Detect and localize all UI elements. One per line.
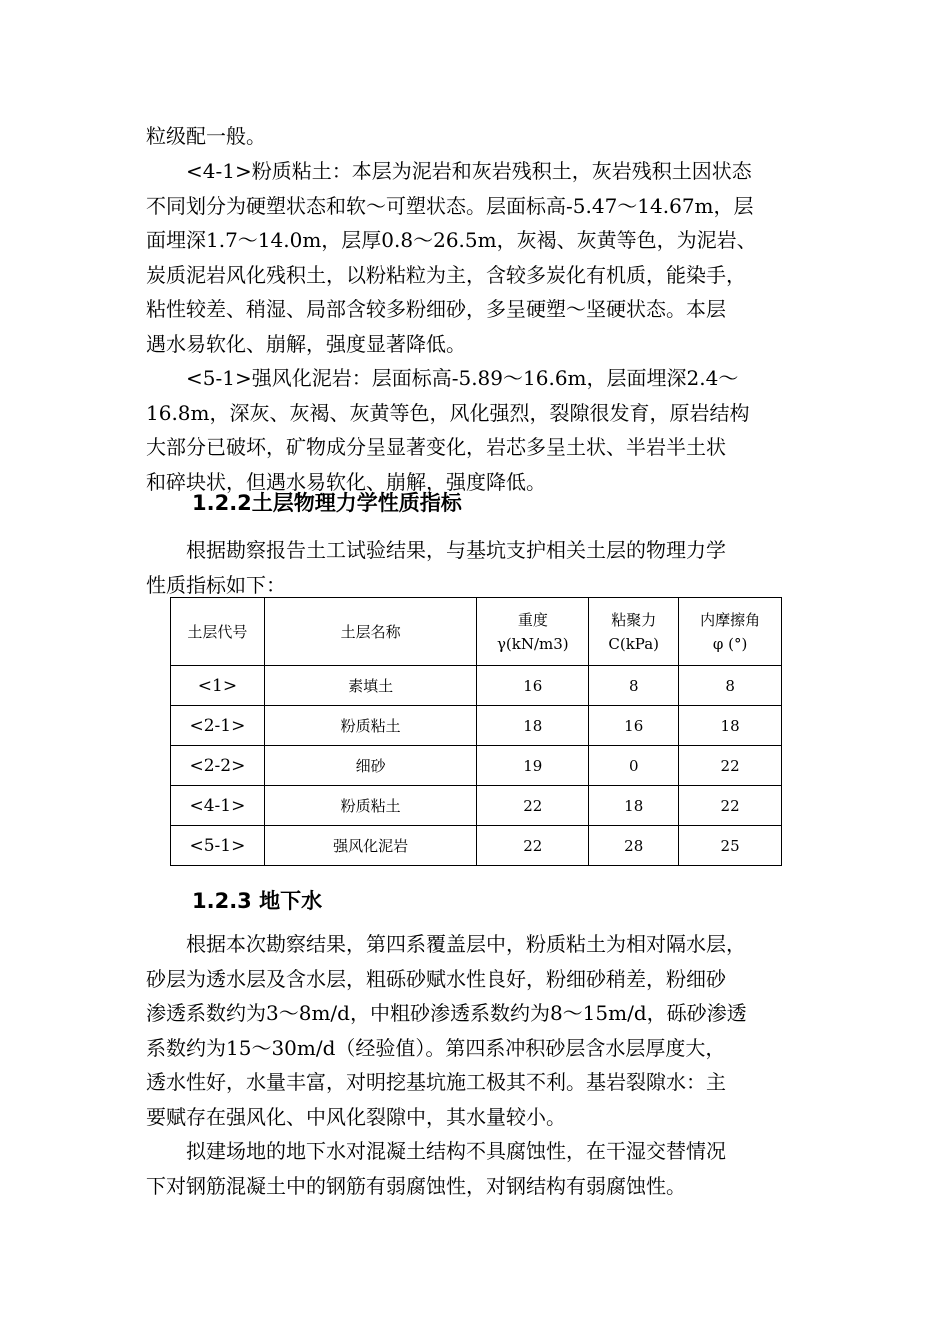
text-line: 根据勘察报告土工试验结果，与基坑支护相关土层的物理力学 bbox=[146, 538, 726, 562]
header-friction-angle-unit: φ (°) bbox=[712, 634, 748, 653]
header-unit-weight bbox=[477, 598, 589, 666]
cell-friction-angle: 18 bbox=[679, 706, 782, 746]
cell-unit-weight: 22 bbox=[477, 826, 589, 866]
cell-friction-angle: 8 bbox=[679, 666, 782, 706]
text-line: 粘性较差、稍湿、局部含较多粉细砂，多呈硬塑～坚硬状态。本层 bbox=[146, 297, 726, 321]
cell-cohesion: 18 bbox=[589, 786, 679, 826]
soil-properties-table bbox=[170, 597, 782, 866]
paragraph-groundwater bbox=[146, 927, 810, 1134]
text-line: 粒级配一般。 bbox=[146, 124, 266, 148]
header-layer-code: 土层代号 bbox=[171, 598, 265, 666]
header-friction-angle bbox=[679, 598, 782, 666]
header-cohesion-label: 粘聚力 bbox=[611, 610, 657, 629]
cell-layer-name: 粉质粘土 bbox=[264, 786, 477, 826]
cell-cohesion: 16 bbox=[589, 706, 679, 746]
text-line: 拟建场地的地下水对混凝土结构不具腐蚀性，在干湿交替情况 bbox=[146, 1139, 726, 1163]
section-heading-1-2-3: 1.2.3 地下水 bbox=[192, 889, 323, 913]
text-line: 透水性好，水量丰富，对明挖基坑施工极其不利。基岩裂隙水：主 bbox=[146, 1070, 726, 1094]
header-friction-angle-label: 内摩擦角 bbox=[700, 610, 761, 629]
paragraph-silty-clay-4-1 bbox=[146, 154, 810, 361]
cell-unit-weight: 16 bbox=[477, 666, 589, 706]
table-row bbox=[171, 746, 782, 786]
text-line: 性质指标如下： bbox=[146, 572, 286, 597]
header-unit-weight-label: 重度 bbox=[517, 610, 548, 629]
cell-friction-angle: 25 bbox=[679, 826, 782, 866]
text-line: 渗透系数约为3～8m/d，中粗砂渗透系数约为8～15m/d，砾砂渗透 bbox=[146, 1001, 747, 1025]
text-line: 和碎块状，但遇水易软化、崩解，强度降低。 bbox=[146, 469, 546, 494]
text-line: 不同划分为硬塑状态和软～可塑状态。层面标高-5.47～14.67m，层 bbox=[146, 193, 754, 218]
cell-unit-weight: 18 bbox=[477, 706, 589, 746]
header-unit-weight-unit: γ(kN/m3) bbox=[496, 634, 569, 653]
table-row bbox=[171, 706, 782, 746]
text-line: 大部分已破坏，矿物成分呈显著变化，岩芯多呈土状、半岩半土状 bbox=[146, 435, 726, 459]
cell-cohesion: 0 bbox=[589, 746, 679, 786]
cell-friction-angle: 22 bbox=[679, 746, 782, 786]
cell-cohesion: 28 bbox=[589, 826, 679, 866]
cell-layer-name: 素填土 bbox=[264, 666, 477, 706]
cell-layer-code: <1> bbox=[171, 666, 265, 706]
paragraph-grain-gradation bbox=[146, 119, 810, 154]
text-line: 根据本次勘察结果，第四系覆盖层中，粉质粘土为相对隔水层， bbox=[146, 932, 746, 956]
header-cohesion bbox=[589, 598, 679, 666]
cell-layer-code: <2-2> bbox=[171, 746, 265, 786]
text-line: 砂层为透水层及含水层，粗砾砂赋水性良好，粉细砂稍差，粉细砂 bbox=[146, 966, 726, 991]
cell-layer-code: <5-1> bbox=[171, 826, 265, 866]
cell-layer-name: 细砂 bbox=[264, 746, 477, 786]
table-row bbox=[171, 826, 782, 866]
table-row bbox=[171, 786, 782, 826]
text-line: 16.8m，深灰、灰褐、灰黄等色，风化强烈，裂隙很发育，原岩结构 bbox=[146, 400, 750, 425]
section-heading-1-2-2: 1.2.2土层物理力学性质指标 bbox=[192, 491, 462, 515]
header-cohesion-unit: C(kPa) bbox=[608, 634, 660, 653]
text-line: 遇水易软化、崩解，强度显著降低。 bbox=[146, 331, 466, 356]
cell-layer-code: <4-1> bbox=[171, 786, 265, 826]
text-line: 系数约为15～30m/d（经验值）。第四系冲积砂层含水层厚度大， bbox=[146, 1035, 726, 1060]
cell-cohesion: 8 bbox=[589, 666, 679, 706]
cell-layer-name: 强风化泥岩 bbox=[264, 826, 477, 866]
text-line: 面埋深1.7～14.0m，层厚0.8～26.5m，灰褐、灰黄等色，为泥岩、 bbox=[146, 228, 757, 252]
cell-unit-weight: 19 bbox=[477, 746, 589, 786]
text-line: 炭质泥岩风化残积土，以粉粘粒为主，含较多炭化有机质，能染手， bbox=[146, 262, 746, 287]
cell-layer-code: <2-1> bbox=[171, 706, 265, 746]
header-layer-name: 土层名称 bbox=[264, 598, 477, 666]
paragraph-corrosion bbox=[146, 1134, 810, 1203]
cell-unit-weight: 22 bbox=[477, 786, 589, 826]
paragraph-table-intro bbox=[146, 533, 810, 602]
table-row bbox=[171, 666, 782, 706]
text-line: 要赋存在强风化、中风化裂隙中，其水量较小。 bbox=[146, 1104, 566, 1129]
cell-friction-angle: 22 bbox=[679, 786, 782, 826]
text-line: 下对钢筋混凝土中的钢筋有弱腐蚀性，对钢结构有弱腐蚀性。 bbox=[146, 1173, 686, 1198]
table-header-row bbox=[171, 598, 782, 666]
text-line: <4-1>粉质粘土：本层为泥岩和灰岩残积土，灰岩残积土因状态 bbox=[146, 159, 752, 183]
text-line: <5-1>强风化泥岩：层面标高-5.89～16.6m，层面埋深2.4～ bbox=[146, 366, 739, 390]
cell-layer-name: 粉质粘土 bbox=[264, 706, 477, 746]
paragraph-weathered-mudstone-5-1 bbox=[146, 361, 810, 499]
